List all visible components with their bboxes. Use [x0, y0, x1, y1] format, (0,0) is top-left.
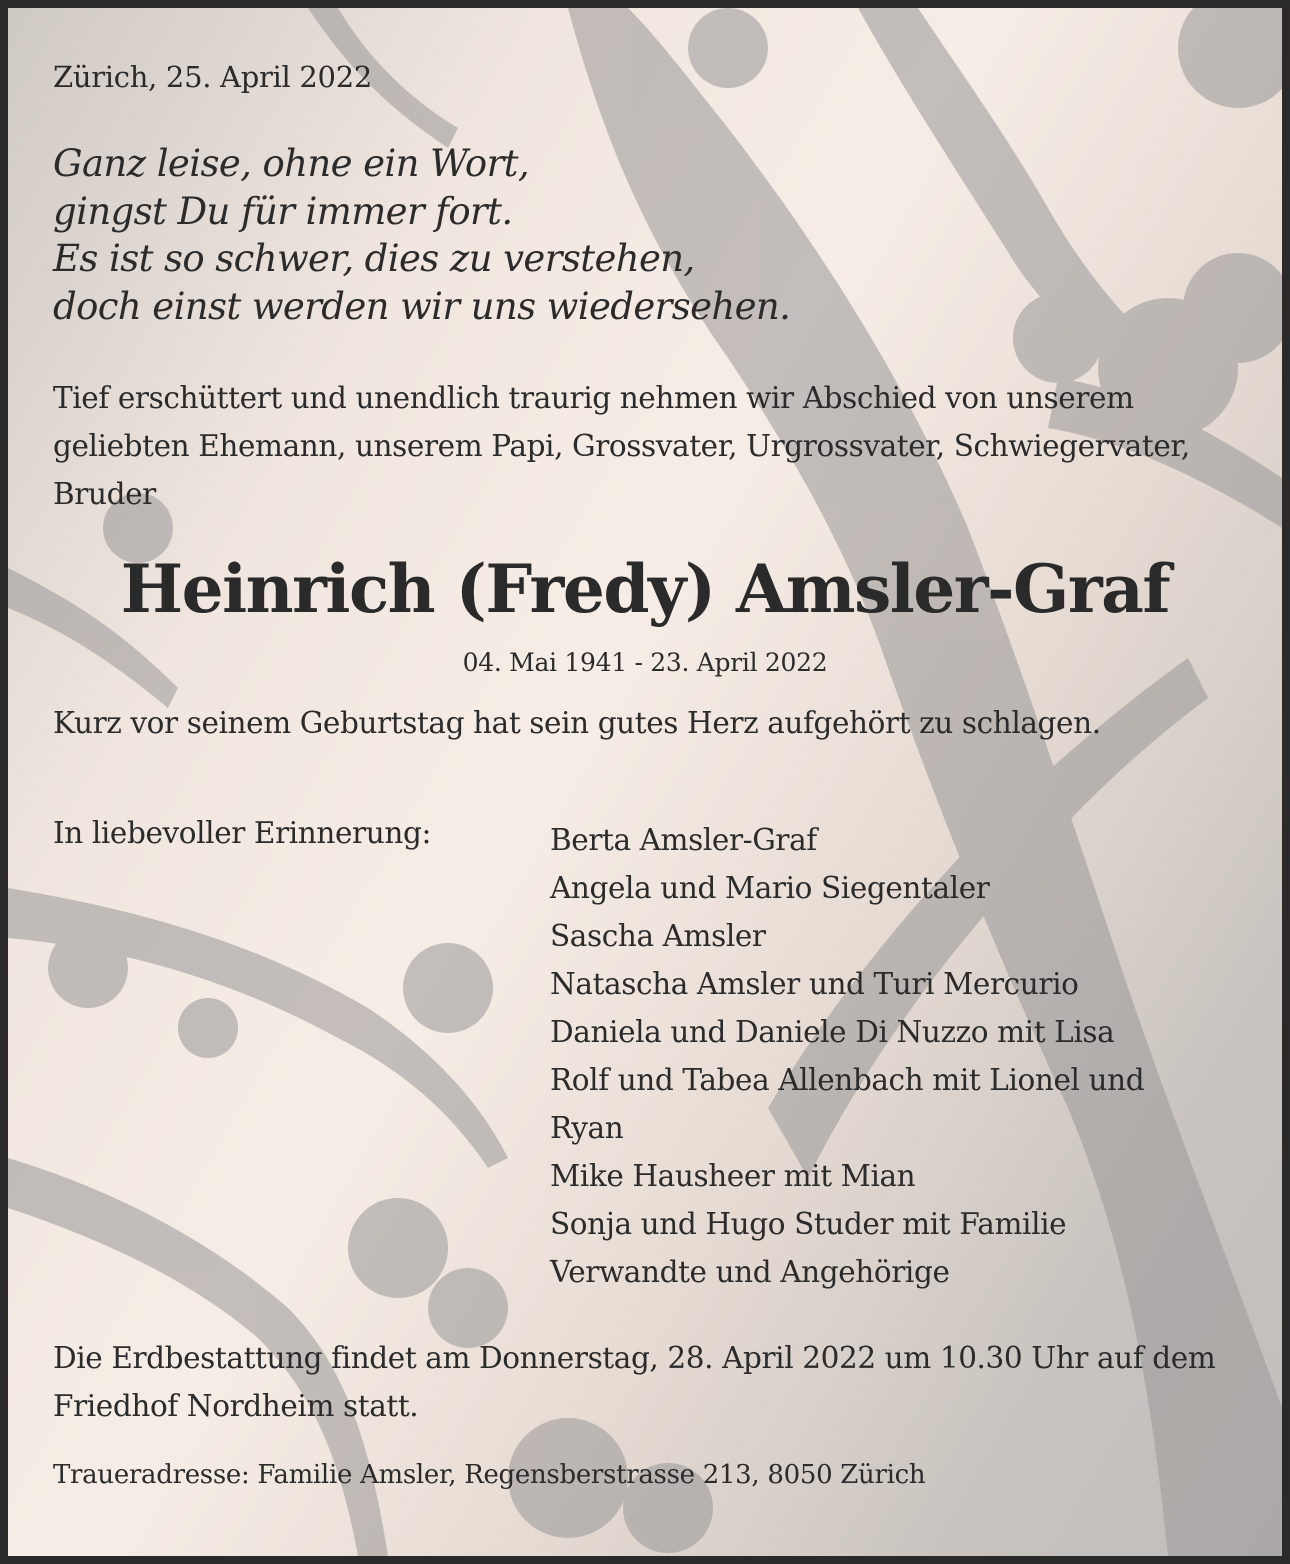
- poem-line: gingst Du für immer fort.: [53, 189, 513, 233]
- mourner-item: Angela und Mario Siegentaler: [550, 871, 990, 905]
- life-dates: 04. Mai 1941 - 23. April 2022: [462, 648, 828, 677]
- obituary-card: [8, 8, 1282, 1556]
- memory-label: In liebevoller Erinnerung:: [53, 816, 431, 850]
- poem-line: doch einst werden wir uns wiedersehen.: [53, 284, 791, 328]
- mourner-item: Berta Amsler-Graf: [550, 823, 817, 857]
- mourning-address: Traueradresse: Familie Amsler, Regensberstrasse 213, 8050 Zürich: [53, 1460, 926, 1490]
- mourner-item: Sascha Amsler: [550, 919, 766, 953]
- mourner-item: Daniela und Daniele Di Nuzzo mit Lisa: [550, 1015, 1115, 1049]
- poem-line: Es ist so schwer, dies zu verstehen,: [53, 237, 695, 280]
- mourner-item: Mike Hausheer mit Mian: [550, 1159, 916, 1193]
- place-date: Zürich, 25. April 2022: [53, 60, 372, 94]
- closing-sentence: Kurz vor seinem Geburtstag hat sein gutes Herz aufgehört zu schlagen.: [53, 706, 1101, 740]
- mourner-item: Verwandte und Angehörige: [550, 1255, 950, 1289]
- intro-text: Tief erschüttert und unendlich traurig nehmen wir Abschied von unserem geliebten Ehemann, unserem Papi, Grossvater, Urgrossvater, Schwiegervater, Bruder: [53, 381, 1190, 511]
- poem: [53, 140, 790, 330]
- mourner-item: Rolf und Tabea Allenbach mit Lionel und Ryan: [550, 1063, 1145, 1145]
- mourners-list: [550, 816, 1210, 1296]
- funeral-info: Die Erdbestattung findet am Donnerstag, 28. April 2022 um 10.30 Uhr auf dem Friedhof Nordheim statt.: [53, 1341, 1216, 1423]
- deceased-name: Heinrich (Fredy) Amsler-Graf: [120, 550, 1170, 628]
- obituary-content: [8, 8, 1282, 1556]
- poem-line: Ganz leise, ohne ein Wort,: [53, 142, 530, 185]
- mourner-item: Natascha Amsler und Turi Mercurio: [550, 967, 1079, 1001]
- mourner-item: Sonja und Hugo Studer mit Familie: [550, 1207, 1067, 1241]
